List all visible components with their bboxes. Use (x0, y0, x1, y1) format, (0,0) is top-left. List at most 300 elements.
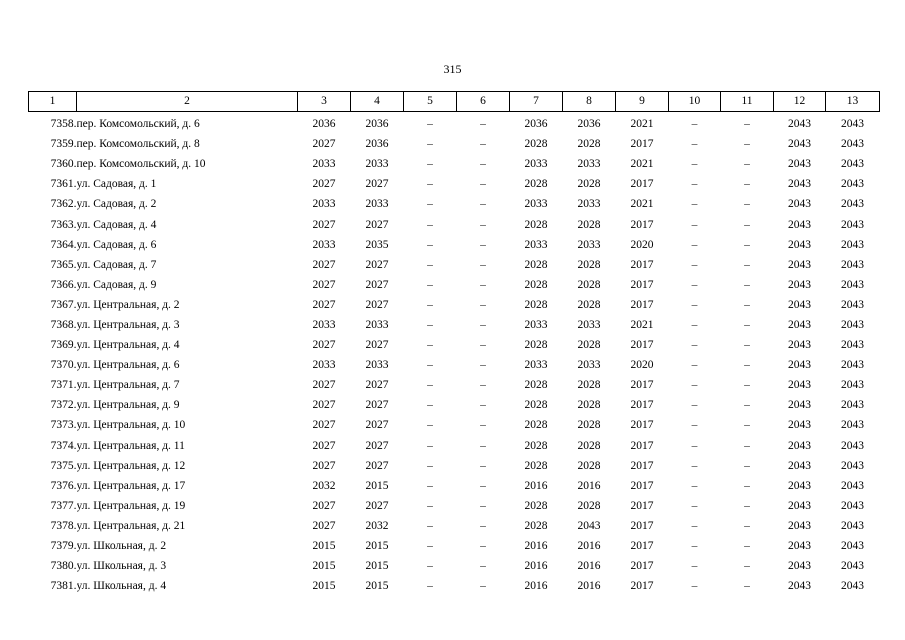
col7-cell: 2028 (524, 419, 548, 432)
row-number-cell: 7367. (50, 298, 77, 311)
col8-cell: 2028 (577, 419, 601, 432)
col4-cell: 2015 (365, 540, 389, 553)
address-cell: ул. Центральная, д. 11 (76, 439, 185, 452)
page-number: 315 (443, 62, 462, 76)
table-row (29, 214, 880, 234)
col8-cell: 2028 (577, 459, 601, 472)
col4-cell: 2036 (365, 138, 389, 151)
col11-cell: – (744, 238, 750, 251)
col7-cell: 2028 (524, 379, 548, 392)
col4-cell: 2027 (365, 439, 389, 452)
col8-cell: 2033 (577, 238, 601, 251)
col12-cell: 2043 (788, 238, 811, 251)
table-row (29, 174, 880, 194)
col4-cell: 2033 (365, 158, 389, 171)
col6-cell: – (480, 198, 486, 211)
row-number-cell: 7374. (50, 439, 77, 452)
address-cell: ул. Центральная, д. 7 (76, 379, 180, 392)
table-row (29, 395, 880, 415)
col5-cell: – (427, 218, 433, 231)
col8-cell: 2028 (577, 218, 601, 231)
col9-cell: 2017 (630, 278, 654, 291)
col13-cell: 2043 (841, 318, 864, 331)
col12-cell: 2043 (788, 258, 811, 271)
col12-cell: 2043 (788, 138, 811, 151)
col4-cell: 2027 (365, 298, 389, 311)
col3-cell: 2027 (312, 298, 336, 311)
col9-cell: 2017 (630, 339, 654, 352)
col9-cell: 2017 (630, 178, 654, 191)
col5-cell: – (427, 419, 433, 432)
col6-cell: – (480, 499, 486, 512)
col4-cell: 2035 (365, 238, 389, 251)
column-header: 1 (29, 92, 77, 112)
col5-cell: – (427, 540, 433, 553)
table-row (29, 255, 880, 275)
address-cell: ул. Садовая, д. 9 (76, 278, 157, 291)
col5-cell: – (427, 379, 433, 392)
address-cell: ул. Садовая, д. 7 (76, 258, 157, 271)
col9-cell: 2017 (630, 580, 654, 593)
col3-cell: 2027 (312, 178, 336, 191)
col10-cell: – (691, 218, 698, 231)
col13-cell: 2043 (841, 118, 864, 131)
col5-cell: – (427, 479, 433, 492)
column-header: 8 (563, 92, 616, 112)
col12-cell: 2043 (788, 198, 811, 211)
col9-cell: 2017 (630, 439, 654, 452)
col10-cell: – (691, 278, 698, 291)
row-number-cell: 7364. (50, 238, 77, 251)
column-header: 10 (669, 92, 721, 112)
col12-cell: 2043 (788, 278, 811, 291)
address-cell: ул. Центральная, д. 12 (76, 459, 186, 472)
row-number-cell: 7358. (50, 118, 77, 131)
col11-cell: – (744, 158, 750, 171)
col3-cell: 2027 (312, 419, 336, 432)
col11-cell: – (744, 540, 750, 553)
col11-cell: – (744, 479, 750, 492)
col3-cell: 2033 (312, 198, 336, 211)
col5-cell: – (427, 339, 433, 352)
table-row (29, 415, 880, 435)
table-row (29, 516, 880, 536)
col13-cell: 2043 (841, 560, 864, 573)
col3-cell: 2027 (312, 218, 336, 231)
col9-cell: 2020 (630, 359, 654, 372)
table-row (29, 335, 880, 355)
column-header: 4 (351, 92, 404, 112)
col8-cell: 2028 (577, 339, 601, 352)
col4-cell: 2027 (365, 399, 389, 412)
col11-cell: – (744, 278, 750, 291)
col9-cell: 2017 (630, 519, 654, 532)
col10-cell: – (691, 138, 698, 151)
col13-cell: 2043 (841, 339, 864, 352)
row-number-cell: 7362. (50, 198, 77, 211)
col9-cell: 2017 (630, 419, 654, 432)
col10-cell: – (691, 198, 698, 211)
col8-cell: 2043 (577, 519, 601, 532)
col11-cell: – (744, 258, 750, 271)
col10-cell: – (691, 258, 698, 271)
table-row (29, 112, 880, 135)
address-cell: ул. Центральная, д. 6 (76, 359, 180, 372)
address-cell: ул. Центральная, д. 17 (76, 479, 186, 492)
col6-cell: – (480, 419, 486, 432)
col11-cell: – (744, 519, 750, 532)
col3-cell: 2027 (312, 138, 336, 151)
col6-cell: – (480, 218, 486, 231)
col10-cell: – (691, 118, 698, 131)
col6-cell: – (480, 158, 486, 171)
col8-cell: 2028 (577, 258, 601, 271)
col8-cell: 2016 (577, 540, 601, 553)
col11-cell: – (744, 459, 750, 472)
col4-cell: 2027 (365, 218, 389, 231)
col5-cell: – (427, 238, 433, 251)
col4-cell: 2015 (365, 560, 389, 573)
col12-cell: 2043 (788, 499, 811, 512)
col5-cell: – (427, 138, 433, 151)
col11-cell: – (744, 379, 750, 392)
col7-cell: 2033 (524, 158, 548, 171)
address-cell: ул. Центральная, д. 3 (76, 318, 180, 331)
row-number-cell: 7381. (50, 580, 77, 593)
col13-cell: 2043 (841, 238, 864, 251)
col6-cell: – (480, 339, 486, 352)
col7-cell: 2028 (524, 258, 548, 271)
column-header: 12 (774, 92, 826, 112)
col3-cell: 2027 (312, 278, 336, 291)
col4-cell: 2036 (365, 118, 389, 131)
table-row (29, 476, 880, 496)
col7-cell: 2028 (524, 519, 548, 532)
col13-cell: 2043 (841, 399, 864, 412)
col12-cell: 2043 (788, 178, 811, 191)
col6-cell: – (480, 138, 486, 151)
col5-cell: – (427, 318, 433, 331)
col5-cell: – (427, 298, 433, 311)
col13-cell: 2043 (841, 419, 864, 432)
col8-cell: 2028 (577, 138, 601, 151)
col8-cell: 2028 (577, 399, 601, 412)
col7-cell: 2028 (524, 499, 548, 512)
row-number-cell: 7370. (50, 359, 77, 372)
table-row (29, 436, 880, 456)
table-header (29, 92, 880, 112)
col10-cell: – (691, 298, 698, 311)
col13-cell: 2043 (841, 379, 864, 392)
row-number-cell: 7378. (50, 519, 77, 532)
col3-cell: 2027 (312, 399, 336, 412)
col6-cell: – (480, 278, 486, 291)
col4-cell: 2033 (365, 359, 389, 372)
col9-cell: 2017 (630, 479, 654, 492)
col7-cell: 2033 (524, 198, 548, 211)
column-header: 13 (826, 92, 880, 112)
col4-cell: 2027 (365, 178, 389, 191)
col13-cell: 2043 (841, 298, 864, 311)
col6-cell: – (480, 399, 486, 412)
address-cell: ул. Школьная, д. 3 (76, 560, 167, 573)
col10-cell: – (691, 318, 698, 331)
address-cell: ул. Садовая, д. 6 (76, 238, 157, 251)
col10-cell: – (691, 479, 698, 492)
table-row (29, 576, 880, 596)
col12-cell: 2043 (788, 118, 811, 131)
col9-cell: 2017 (630, 258, 654, 271)
col11-cell: – (744, 560, 750, 573)
col4-cell: 2015 (365, 580, 389, 593)
col6-cell: – (480, 459, 486, 472)
col7-cell: 2016 (524, 540, 548, 553)
col10-cell: – (691, 580, 698, 593)
column-header: 7 (510, 92, 563, 112)
col10-cell: – (691, 459, 698, 472)
col4-cell: 2015 (365, 479, 389, 492)
address-cell: пер. Комсомольский, д. 8 (76, 138, 200, 151)
col11-cell: – (744, 198, 750, 211)
col3-cell: 2027 (312, 339, 336, 352)
col8-cell: 2033 (577, 158, 601, 171)
row-number-cell: 7361. (50, 178, 77, 191)
col5-cell: – (427, 178, 433, 191)
col5-cell: – (427, 439, 433, 452)
col3-cell: 2033 (312, 318, 336, 331)
col7-cell: 2016 (524, 479, 548, 492)
row-number-cell: 7379. (50, 540, 77, 553)
column-header: 6 (457, 92, 510, 112)
col7-cell: 2028 (524, 278, 548, 291)
row-number-cell: 7360. (50, 158, 77, 171)
row-number-cell: 7365. (50, 258, 77, 271)
col6-cell: – (480, 238, 486, 251)
col11-cell: – (744, 399, 750, 412)
row-number-cell: 7369. (50, 339, 77, 352)
row-number-cell: 7380. (50, 560, 77, 573)
col7-cell: 2033 (524, 318, 548, 331)
address-cell: пер. Комсомольский, д. 6 (76, 118, 200, 131)
address-cell: ул. Школьная, д. 4 (76, 580, 167, 593)
col11-cell: – (744, 419, 750, 432)
col6-cell: – (480, 318, 486, 331)
col7-cell: 2028 (524, 138, 548, 151)
col12-cell: 2043 (788, 459, 811, 472)
col11-cell: – (744, 318, 750, 331)
col9-cell: 2017 (630, 138, 654, 151)
col7-cell: 2028 (524, 178, 548, 191)
table-row (29, 154, 880, 174)
col7-cell: 2028 (524, 339, 548, 352)
col9-cell: 2017 (630, 459, 654, 472)
col6-cell: – (480, 560, 486, 573)
col5-cell: – (427, 258, 433, 271)
col5-cell: – (427, 580, 433, 593)
col7-cell: 2028 (524, 399, 548, 412)
col10-cell: – (691, 238, 698, 251)
col11-cell: – (744, 359, 750, 372)
col8-cell: 2033 (577, 318, 601, 331)
col11-cell: – (744, 218, 750, 231)
table-body (29, 112, 880, 597)
col3-cell: 2027 (312, 499, 336, 512)
col13-cell: 2043 (841, 439, 864, 452)
col3-cell: 2033 (312, 158, 336, 171)
col3-cell: 2027 (312, 379, 336, 392)
col7-cell: 2036 (524, 118, 548, 131)
col13-cell: 2043 (841, 580, 864, 593)
col3-cell: 2015 (312, 560, 336, 573)
col3-cell: 2015 (312, 580, 336, 593)
col13-cell: 2043 (841, 158, 864, 171)
col10-cell: – (691, 560, 698, 573)
col10-cell: – (691, 519, 698, 532)
table-row (29, 456, 880, 476)
col13-cell: 2043 (841, 278, 864, 291)
col10-cell: – (691, 419, 698, 432)
col12-cell: 2043 (788, 580, 811, 593)
col12-cell: 2043 (788, 560, 811, 573)
address-cell: ул. Центральная, д. 21 (76, 519, 186, 532)
col3-cell: 2027 (312, 459, 336, 472)
col11-cell: – (744, 298, 750, 311)
col13-cell: 2043 (841, 540, 864, 553)
address-cell: ул. Центральная, д. 10 (76, 419, 186, 432)
col11-cell: – (744, 339, 750, 352)
col10-cell: – (691, 359, 698, 372)
col7-cell: 2028 (524, 439, 548, 452)
col4-cell: 2033 (365, 318, 389, 331)
row-number-cell: 7372. (50, 399, 77, 412)
col5-cell: – (427, 198, 433, 211)
col8-cell: 2028 (577, 178, 601, 191)
col8-cell: 2033 (577, 198, 601, 211)
col11-cell: – (744, 580, 750, 593)
col13-cell: 2043 (841, 258, 864, 271)
col9-cell: 2017 (630, 399, 654, 412)
col10-cell: – (691, 399, 698, 412)
table-row (29, 235, 880, 255)
col8-cell: 2028 (577, 278, 601, 291)
header-row (29, 92, 880, 112)
col12-cell: 2043 (788, 519, 811, 532)
col13-cell: 2043 (841, 138, 864, 151)
col12-cell: 2043 (788, 479, 811, 492)
address-cell: пер. Комсомольский, д. 10 (76, 158, 206, 171)
col11-cell: – (744, 178, 750, 191)
col5-cell: – (427, 459, 433, 472)
col12-cell: 2043 (788, 399, 811, 412)
col3-cell: 2027 (312, 258, 336, 271)
col6-cell: – (480, 118, 486, 131)
col8-cell: 2036 (577, 118, 601, 131)
col5-cell: – (427, 158, 433, 171)
col12-cell: 2043 (788, 379, 811, 392)
col5-cell: – (427, 118, 433, 131)
col13-cell: 2043 (841, 519, 864, 532)
col13-cell: 2043 (841, 198, 864, 211)
col4-cell: 2027 (365, 339, 389, 352)
col4-cell: 2033 (365, 198, 389, 211)
col6-cell: – (480, 379, 486, 392)
col9-cell: 2017 (630, 298, 654, 311)
col8-cell: 2016 (577, 580, 601, 593)
col3-cell: 2032 (312, 479, 336, 492)
col12-cell: 2043 (788, 158, 811, 171)
address-cell: ул. Школьная, д. 2 (76, 540, 167, 553)
col7-cell: 2016 (524, 560, 548, 573)
col9-cell: 2021 (630, 158, 654, 171)
col12-cell: 2043 (788, 359, 811, 372)
col6-cell: – (480, 258, 486, 271)
col10-cell: – (691, 379, 698, 392)
col6-cell: – (480, 298, 486, 311)
address-cell: ул. Центральная, д. 4 (76, 339, 180, 352)
col11-cell: – (744, 499, 750, 512)
col12-cell: 2043 (788, 218, 811, 231)
col9-cell: 2017 (630, 218, 654, 231)
table-row (29, 315, 880, 335)
data-table (28, 91, 880, 596)
col10-cell: – (691, 499, 698, 512)
col8-cell: 2028 (577, 298, 601, 311)
address-cell: ул. Садовая, д. 2 (76, 198, 157, 211)
row-number-cell: 7371. (50, 379, 77, 392)
table-row (29, 496, 880, 516)
address-cell: ул. Садовая, д. 1 (76, 178, 157, 191)
column-header: 5 (404, 92, 457, 112)
col4-cell: 2027 (365, 499, 389, 512)
col12-cell: 2043 (788, 339, 811, 352)
col5-cell: – (427, 359, 433, 372)
col3-cell: 2033 (312, 238, 336, 251)
col12-cell: 2043 (788, 439, 811, 452)
row-number-cell: 7359. (50, 138, 77, 151)
col9-cell: 2017 (630, 379, 654, 392)
col3-cell: 2033 (312, 359, 336, 372)
col7-cell: 2028 (524, 459, 548, 472)
address-cell: ул. Центральная, д. 2 (76, 298, 180, 311)
col8-cell: 2016 (577, 560, 601, 573)
col11-cell: – (744, 439, 750, 452)
col9-cell: 2020 (630, 238, 654, 251)
col9-cell: 2021 (630, 198, 654, 211)
col6-cell: – (480, 580, 486, 593)
row-number-cell: 7373. (50, 419, 77, 432)
table-row (29, 556, 880, 576)
table-row (29, 275, 880, 295)
table-row (29, 295, 880, 315)
col5-cell: – (427, 499, 433, 512)
col13-cell: 2043 (841, 499, 864, 512)
col13-cell: 2043 (841, 178, 864, 191)
table-row (29, 375, 880, 395)
col6-cell: – (480, 178, 486, 191)
row-number-cell: 7363. (50, 218, 77, 231)
table-row (29, 355, 880, 375)
col4-cell: 2027 (365, 278, 389, 291)
col6-cell: – (480, 479, 486, 492)
col10-cell: – (691, 178, 698, 191)
col12-cell: 2043 (788, 298, 811, 311)
col10-cell: – (691, 158, 698, 171)
col5-cell: – (427, 560, 433, 573)
col6-cell: – (480, 359, 486, 372)
col6-cell: – (480, 519, 486, 532)
col7-cell: 2016 (524, 580, 548, 593)
col13-cell: 2043 (841, 459, 864, 472)
